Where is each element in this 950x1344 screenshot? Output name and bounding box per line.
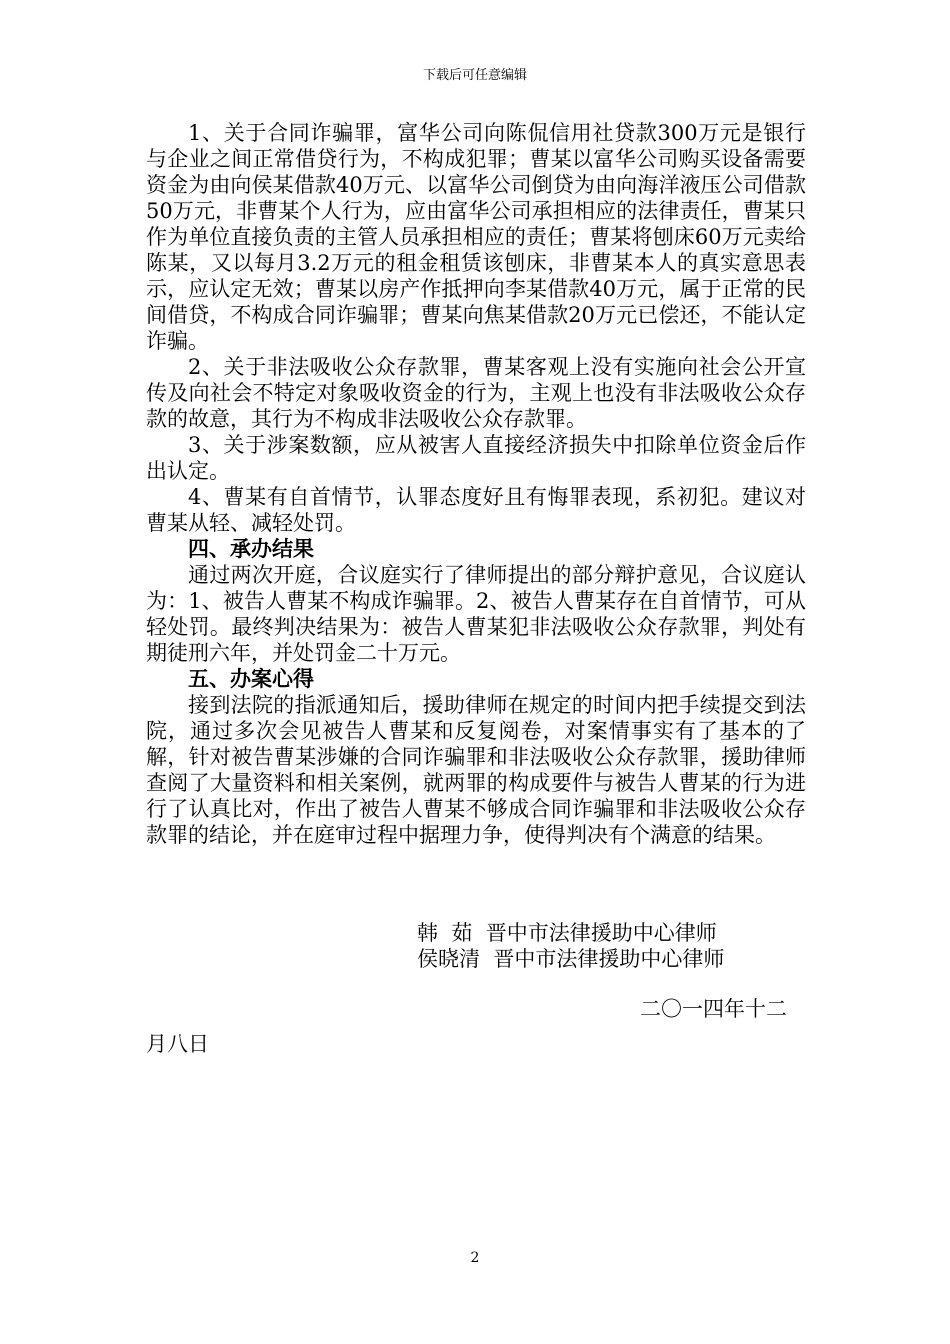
paragraph-experience: 接到法院的指派通知后，援助律师在规定的时间内把手续提交到法院，通过多次会见被告人曹某和反复阅卷，对案情事实有了基本的了解，针对被告曹某涉嫌的合同诈骗罪和非法吸收公众存款罪，援助律师查阅了大量资料和相关案例，就两罪的构成要件与被告人曹某的行为进行了认真比对，作出了被告人曹某不够成合同诈骗罪和非法吸收公众存款罪的结论，并在庭审过程中据理力争，使得判决有个满意的结果。 (146, 693, 806, 847)
paragraph-amount: 3、关于涉案数额，应从被害人直接经济损失中扣除单位资金后作出认定。 (146, 433, 806, 483)
signature-line-1: 韩 茹 晋中市法律援助中心律师 (417, 921, 717, 945)
page-header: 下载后可任意编辑 (422, 68, 527, 83)
page-number: 2 (470, 1250, 480, 1266)
date-part-1: 二〇一四年十二 (640, 997, 787, 1021)
document-body (146, 120, 806, 848)
signature-line-2: 侯晓清 晋中市法律援助中心律师 (417, 947, 725, 971)
date-part-2: 月八日 (146, 1032, 209, 1056)
section-heading-result: 四、承办结果 (188, 536, 314, 561)
paragraph-surrender: 4、曹某有自首情节，认罪态度好且有悔罪表现，系初犯。建议对曹某从轻、减轻处罚。 (146, 485, 806, 535)
paragraph-contract-fraud: 1、关于合同诈骗罪，富华公司向陈侃信用社贷款300万元是银行与企业之间正常借贷行为，不构成犯罪；曹某以富华公司购买设备需要资金为由向侯某借款40万元、以富华公司倒贷为由向海洋液压公司借款50万元，非曹某个人行为，应由富华公司承担相应的法律责任，曹某只作为单位直接负责的主管人员承担相应的责任；曹某将刨床60万元卖给陈某，又以每月3.2万元的租金租赁该刨床，非曹某本人的真实意思表示，应认定无效；曹某以房产作抵押向李某借款40万元，属于正常的民间借贷，不构成合同诈骗罪；曹某向焦某借款20万元已偿还，不能认定诈骗。 (146, 121, 806, 353)
section-heading-experience: 五、办案心得 (188, 666, 314, 691)
paragraph-result: 通过两次开庭，合议庭实行了律师提出的部分辩护意见，合议庭认为：1、被告人曹某不构成诈骗罪。2、被告人曹某存在自首情节，可从轻处罚。最终判决结果为：被告人曹某犯非法吸收公众存款罪，判处有期徒刑六年，并处罚金二十万元。 (146, 563, 806, 665)
paragraph-illegal-deposits: 2、关于非法吸收公众存款罪，曹某客观上没有实施向社会公开宣传及向社会不特定对象吸收资金的行为，主观上也没有非法吸收公众存款的故意，其行为不构成非法吸收公众存款罪。 (146, 355, 806, 431)
